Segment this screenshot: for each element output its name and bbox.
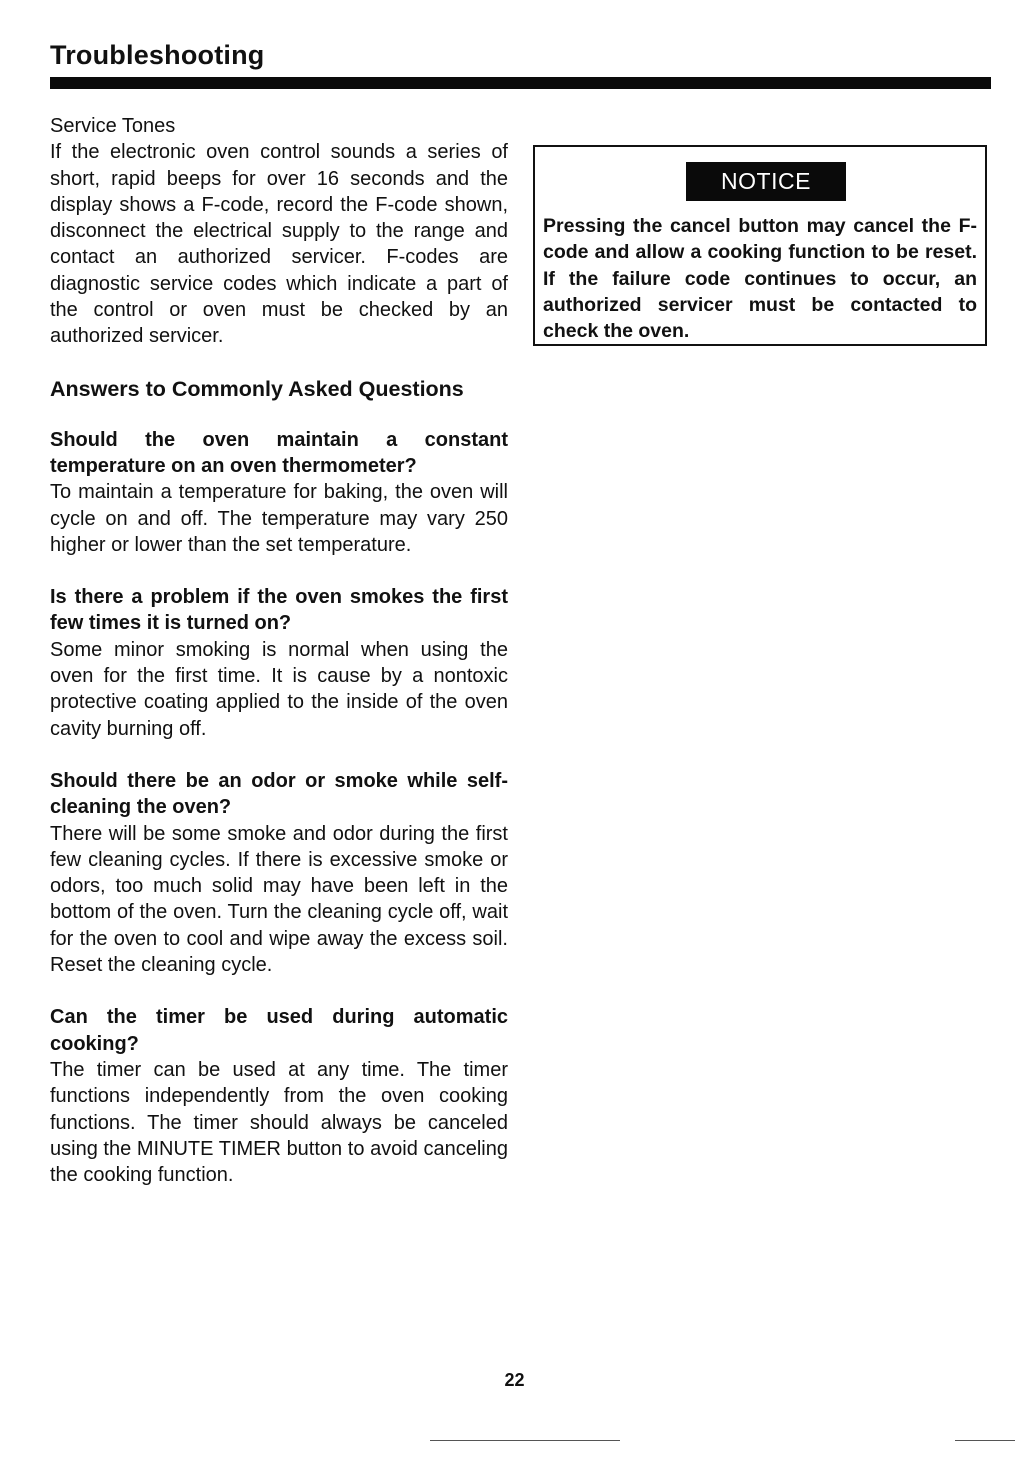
faq-answer: The timer can be used at any time. The timer functions independently from the oven cooking functions. The timer should always be canceled using the MINUTE TIMER button to avoid canceling the cooking function. (50, 1058, 508, 1187)
scan-artifact-line (955, 1440, 1015, 1441)
faq-answer: Some minor smoking is normal when using the oven for the first time. It is cause by a nontoxic protective coating applied to the inside of the oven cavity burning off. (50, 638, 508, 740)
faq-answer: To maintain a temperature for baking, the oven will cycle on and off. The temperature may vary 250 higher or lower than the set temperature. (50, 481, 508, 556)
notice-label: NOTICE (686, 162, 846, 201)
page-number: 22 (504, 1370, 525, 1390)
faq-question: Should there be an odor or smoke while self-cleaning the oven? (50, 769, 508, 819)
title-rule (50, 77, 991, 89)
faq-heading: Answers to Commonly Asked Questions (50, 376, 464, 401)
faq-question: Should the oven maintain a constant temperature on an oven thermometer? (50, 428, 508, 477)
service-tones-section (50, 113, 508, 350)
faq-question: Can the timer be used during automatic cooking? (50, 1006, 508, 1055)
faq-answer: There will be some smoke and odor during the first few cleaning cycles. If there is excessive smoke or odors, too much solid may have been left in the bottom of the oven. Turn the cleaning cycle off, wait for the oven to cool and wipe away the excess soil. Reset the cleaning cycle. (50, 822, 508, 977)
faq-item (50, 1004, 508, 1188)
faq-item (50, 584, 508, 742)
main-column (50, 113, 508, 1214)
scan-artifact-line (430, 1440, 620, 1441)
service-tones-heading: Service Tones (50, 115, 176, 137)
faq-item (50, 768, 508, 978)
notice-text: Pressing the cancel button may cancel the F-code and allow a cooking function to be reset. If the failure code continues to occur, an authorized servicer must be contacted to check the oven. (543, 215, 977, 343)
faq-item (50, 427, 508, 558)
notice-box (533, 145, 987, 346)
page-title: Troubleshooting (50, 40, 265, 70)
service-tones-body: If the electronic oven control sounds a series of short, rapid beeps for over 16 seconds and the display shows a F-code, record the F-code shown, disconnect the electrical supply to the range and contact an authorized servicer. F-codes are diagnostic service codes which indicate a part of the control or oven must be checked by an authorized servicer. (50, 141, 508, 348)
faq-question: Is there a problem if the oven smokes the first few times it is turned on? (50, 586, 508, 635)
